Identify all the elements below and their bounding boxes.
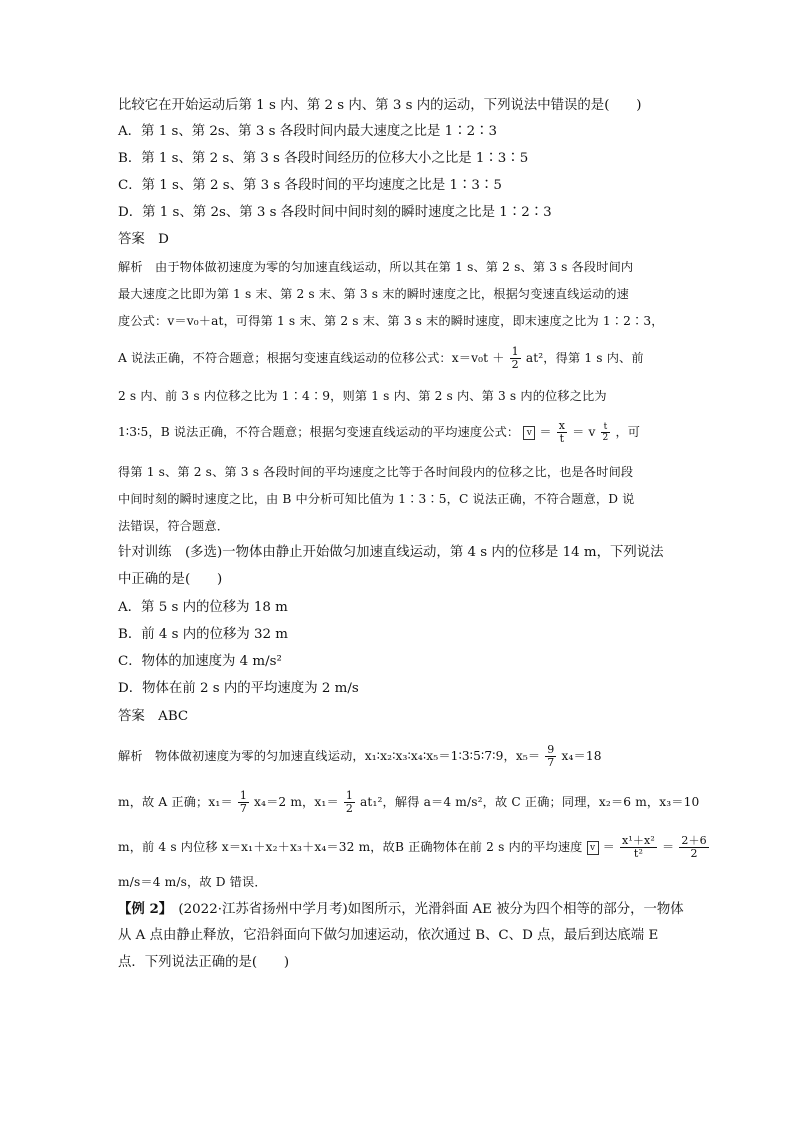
equals-sign: ＝: [602, 840, 615, 854]
example-text: (2022·江苏省扬州中学月考)如图所示，光滑斜面 AE 被分为四个相等的部分，一物体: [178, 902, 684, 917]
analysis-text: m，前 4 s 内位移 x＝x₁＋x₂＋x₃＋x₄＝32 m，故B 正确物体在前 2 s 内的平均速度: [118, 840, 583, 854]
option-a: A．第 1 s、第 2s、第 3 s 各段时间内最大速度之比是 1∶2∶3: [118, 124, 498, 139]
fraction-2-6-over-2: [679, 835, 708, 860]
fraction-numerator: 1: [345, 789, 353, 802]
analysis-line: 法错误，符合题意．: [118, 519, 230, 533]
analysis-line: [118, 790, 699, 815]
fraction-9-7: [545, 744, 556, 769]
practice-stem: 中正确的是( ): [118, 572, 223, 587]
analysis-line: m/s＝4 m/s，故 D 错误．: [118, 875, 267, 889]
question-stem: 比较它在开始运动后第 1 s 内、第 2 s 内、第 3 s 内的运动，下列说法中错误的是( ): [118, 98, 642, 113]
option-d: D．第 1 s、第 2s、第 3 s 各段时间中间时刻的瞬时速度之比是 1∶2∶3: [118, 205, 552, 220]
example-line: [118, 899, 684, 920]
fraction-t-over-2: [601, 422, 611, 443]
analysis-text: x₄＝2 m，x₁＝: [254, 795, 339, 809]
fraction-numerator: 1: [239, 789, 247, 802]
equals-sign: ＝: [539, 425, 552, 439]
fraction-numerator: 2＋6: [681, 834, 707, 847]
fraction-denominator: 2: [511, 358, 519, 371]
analysis-text: 1∶3∶5，B 说法正确，不符合题意；根据匀变速直线运动的平均速度公式：: [118, 425, 520, 439]
option-b: B．前 4 s 内的位移为 32 m: [118, 627, 288, 642]
analysis-line: [118, 744, 602, 769]
analysis-text: at²，得第 1 s 内、前: [525, 351, 644, 365]
option-c: C．物体的加速度为 4 m/s²: [118, 654, 282, 669]
answer-label: 答案 D: [118, 232, 169, 247]
fraction-1-2: [344, 790, 355, 815]
analysis-text: A 说法正确，不符合题意；根据匀变速直线运动的位移公式：x＝v₀t ＋: [118, 351, 505, 365]
analysis-text: m，故 A 正确；x₁＝: [118, 795, 233, 809]
example-line: 从 A 点由静止释放，它沿斜面向下做匀加速运动，依次通过 B、C、D 点，最后到达底端 E: [118, 928, 659, 943]
fraction-half: [510, 346, 521, 371]
analysis-line: 2 s 内、前 3 s 内位移之比为 1∶4∶9，则第 1 s 内、第 2 s 内、第 3 s 内的位移之比为: [118, 389, 607, 403]
fraction-denominator: t²: [633, 847, 644, 860]
option-b: B．第 1 s、第 2 s、第 3 s 各段时间经历的位移大小之比是 1∶3∶5: [118, 151, 529, 166]
analysis-text: ，可: [615, 425, 641, 439]
fraction-numerator: x: [558, 419, 566, 432]
fraction-denominator: 2: [690, 847, 698, 860]
fraction-denominator: 2: [602, 433, 609, 443]
fraction-x-over-t2: [620, 835, 657, 860]
equals-v: ＝ v: [572, 425, 596, 439]
fraction-numerator: 9: [547, 743, 555, 756]
analysis-line: 最大速度之比即为第 1 s 末、第 2 s 末、第 3 s 末的瞬时速度之比，根据匀变速直线运动的速: [118, 287, 629, 301]
analysis-line: 中间时刻的瞬时速度之比，由 B 中分析可知比值为 1∶3∶5，C 说法正确，不符合题意，D 说: [118, 492, 635, 506]
fraction-1-7: [238, 790, 249, 815]
analysis-text: at₁²，解得 a＝4 m/s²，故 C 正确；同理，x₂＝6 m，x₃＝10: [360, 795, 700, 809]
fraction-denominator: 2: [345, 802, 353, 815]
option-a: A．第 5 s 内的位移为 18 m: [118, 600, 288, 615]
analysis-line: [118, 835, 710, 860]
analysis-line: 解析 由于物体做初速度为零的匀加速直线运动，所以其在第 1 s、第 2 s、第 3 s 各段时间内: [118, 260, 634, 274]
fraction-numerator: 1: [511, 345, 519, 358]
practice-stem: 针对训练 (多选)一物体由静止开始做匀加速直线运动，第 4 s 内的位移是 14 m，下列说法: [118, 545, 664, 560]
analysis-line: [118, 420, 640, 445]
option-c: C．第 1 s、第 2 s、第 3 s 各段时间的平均速度之比是 1∶3∶5: [118, 178, 502, 193]
answer-label: 答案 ABC: [118, 709, 189, 724]
option-d: D．物体在前 2 s 内的平均速度为 2 m/s: [118, 681, 359, 696]
analysis-text: 解析 物体做初速度为零的匀加速直线运动，x₁∶x₂∶x₃∶x₄∶x₅＝1∶3∶5∶7∶9，x₅＝: [118, 749, 541, 763]
average-velocity-symbol: v: [587, 841, 599, 855]
analysis-line: 得第 1 s、第 2 s、第 3 s 各段时间的平均速度之比等于各时间段内的位移之比，也是各时间段: [118, 465, 634, 479]
average-velocity-symbol: v: [523, 426, 535, 440]
analysis-text: x₄＝18: [561, 749, 602, 763]
analysis-line: 度公式：v＝v₀＋at，可得第 1 s 末、第 2 s 末、第 3 s 末的瞬时速度，即末速度之比为 1∶2∶3，: [118, 314, 664, 328]
fraction-x-over-t: [557, 420, 567, 445]
example-tag: 【例 2】: [118, 901, 173, 917]
fraction-numerator: t: [601, 422, 611, 433]
fraction-denominator: t: [559, 432, 565, 445]
analysis-line: [118, 346, 644, 371]
fraction-denominator: 7: [239, 802, 247, 815]
fraction-denominator: 7: [547, 756, 555, 769]
fraction-numerator: x¹＋x²: [621, 834, 655, 847]
example-line: 点．下列说法正确的是( ): [118, 955, 290, 970]
equals-sign: ＝: [661, 840, 675, 854]
